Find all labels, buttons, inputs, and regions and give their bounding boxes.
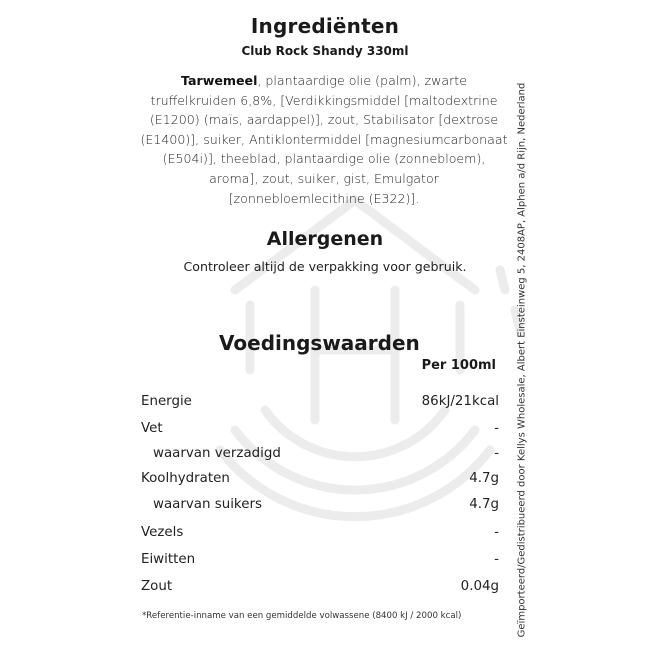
- distributor-text: Geïmporteerd/Gedistribueerd door Kellys Wholesale, Albert Einsteinweg 5, 2408AP, Alphen a/d Rijn, Nederland: [516, 82, 528, 638]
- nutrition-label: Koolhydraten: [141, 471, 230, 486]
- nutrition-title: Voedingswaarden: [219, 331, 420, 355]
- ingredients-text: [140, 71, 508, 208]
- nutrition-per-label: Per 100ml: [421, 358, 496, 373]
- nutrition-row-eiwitten: [141, 552, 499, 572]
- nutrition-label: Eiwitten: [141, 552, 196, 567]
- nutrition-value: 4.7g: [469, 497, 499, 512]
- allergens-title: Allergenen: [266, 228, 384, 250]
- nutrition-label: waarvan suikers: [153, 497, 262, 512]
- nutrition-row-verzadigd: [141, 446, 499, 466]
- nutrition-value: -: [494, 421, 499, 436]
- nutrition-value: -: [494, 525, 499, 540]
- nutrition-row-energie: [141, 394, 499, 414]
- nutrition-label: waarvan verzadigd: [153, 446, 281, 461]
- nutrition-value: 4.7g: [469, 471, 499, 486]
- nutrition-footnote: *Referentie-inname van een gemiddelde volwassene (8400 kJ / 2000 kcal): [142, 611, 462, 621]
- nutrition-value: 0.04g: [460, 579, 499, 594]
- nutrition-label: Zout: [141, 579, 173, 594]
- allergens-text: Controleer altijd de verpakking voor gebruik.: [183, 259, 467, 274]
- ingredients-title: Ingrediënten: [250, 14, 400, 38]
- nutrition-value: -: [494, 446, 499, 461]
- nutrition-row-zout: [141, 579, 499, 599]
- nutrition-label: Vezels: [141, 525, 184, 540]
- nutrition-value: 86kJ/21kcal: [421, 394, 499, 409]
- ingredients-main-ingredient: Tarwemeel: [181, 73, 258, 88]
- nutrition-row-suikers: [141, 497, 499, 517]
- nutrition-row-vet: [141, 421, 499, 441]
- nutrition-value: -: [494, 552, 499, 567]
- product-name: Club Rock Shandy 330ml: [241, 44, 409, 58]
- nutrition-row-vezels: [141, 525, 499, 545]
- nutrition-row-koolhydraten: [141, 471, 499, 491]
- ingredients-list: , plantaardige olie (palm), zwarte truffelkruiden 6,8%, [Verdikkingsmiddel [maltodextrine (E1200) (maïs, aardappel)], zout, Stabilisator [dextrose (E1400)], suiker, Antiklontermiddel [magnesiumcarbonaat (E504i)], theeblad, plantaardige olie (zonnebloem), aroma], zout, suiker, gist, Emulgator [zonnebloemlecithine (E322)].: [140, 73, 508, 206]
- nutrition-label: Energie: [141, 394, 192, 409]
- nutrition-label: Vet: [141, 421, 163, 436]
